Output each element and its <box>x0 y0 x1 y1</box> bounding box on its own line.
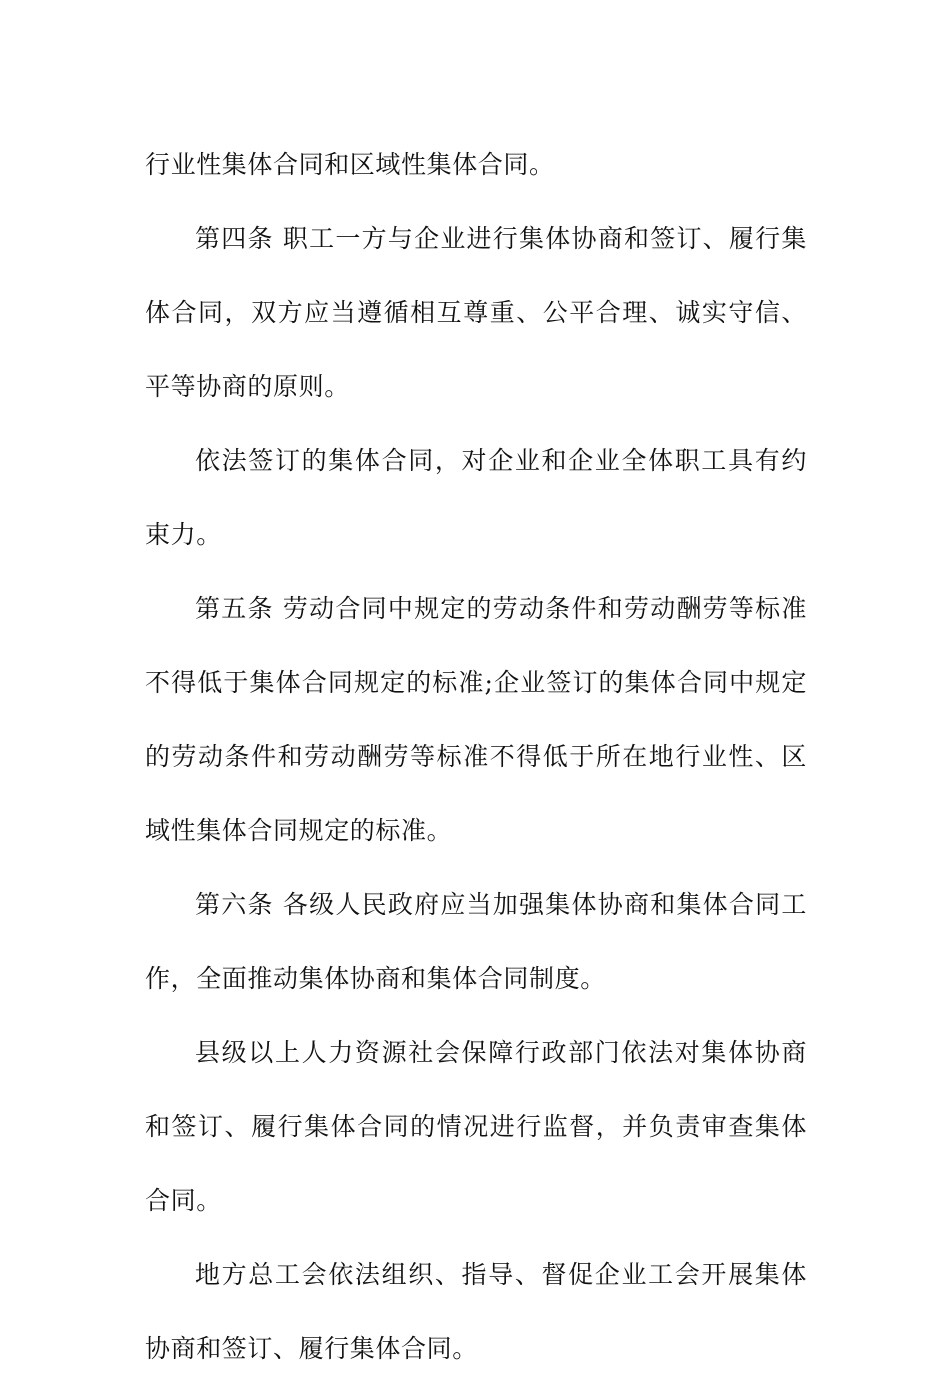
paragraph-article-4: 第四条 职工一方与企业进行集体协商和签订、履行集体合同，双方应当遵循相互尊重、公平合理、诚实守信、平等协商的原则。 <box>145 224 807 401</box>
paragraph-article-6: 第六条 各级人民政府应当加强集体协商和集体合同工作，全面推动集体协商和集体合同制度。 <box>145 890 807 993</box>
paragraph-article-5: 第五条 劳动合同中规定的劳动条件和劳动酬劳等标准不得低于集体合同规定的标准;企业签订的集体合同中规定的劳动条件和劳动酬劳等标准不得低于所在地行业性、区域性集体合同规定的标准。 <box>145 594 807 845</box>
paragraph-binding-force: 依法签订的集体合同，对企业和企业全体职工具有约束力。 <box>145 446 807 549</box>
document-body <box>145 128 807 1386</box>
paragraph-continuation: 行业性集体合同和区域性集体合同。 <box>145 150 555 179</box>
paragraph-trade-union: 地方总工会依法组织、指导、督促企业工会开展集体协商和签订、履行集体合同。 <box>145 1260 807 1363</box>
paragraph-hr-supervision: 县级以上人力资源社会保障行政部门依法对集体协商和签订、履行集体合同的情况进行监督，并负责审查集体合同。 <box>145 1038 807 1215</box>
